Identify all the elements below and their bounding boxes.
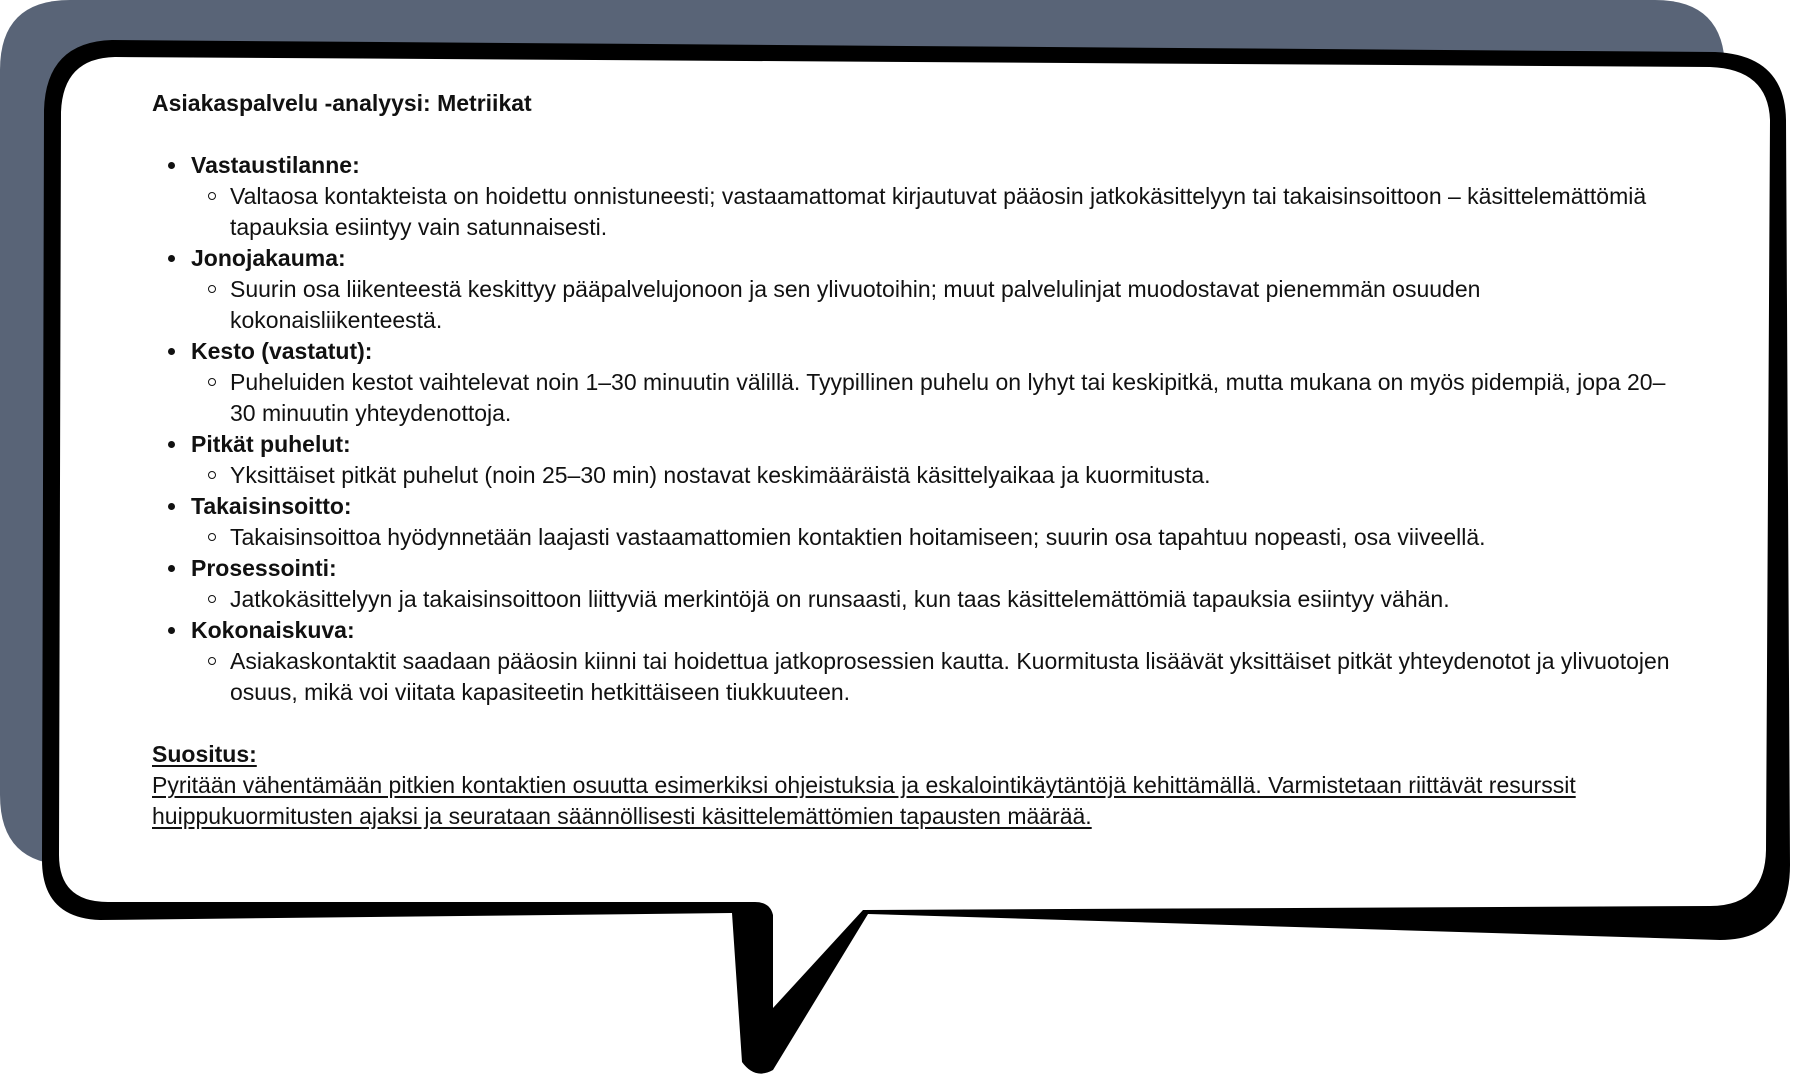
- analysis-document: [152, 88, 1670, 832]
- list-item: [152, 243, 1632, 336]
- list-item: [152, 615, 1670, 708]
- metric-detail: Puheluiden kestot vaihtelevat noin 1–30 minuutin välillä. Tyypillinen puhelu on lyhyt tai keskipitkä, mutta mukana on myös pidempiä, jopa 20–30 minuutin yhteydenottoja.: [191, 367, 1670, 429]
- metric-detail: Jatkokäsittelyyn ja takaisinsoittoon liittyviä merkintöjä on runsaasti, kun taas käsittelemättömiä tapauksia esiintyy vähän.: [191, 584, 1670, 615]
- metric-detail: Yksittäiset pitkät puhelut (noin 25–30 min) nostavat keskimääräistä käsittelyaikaa ja kuormitusta.: [191, 460, 1670, 491]
- list-item: [152, 336, 1666, 429]
- list-item: [152, 491, 1632, 553]
- recommendation-text: Pyritään vähentämään pitkien kontaktien osuutta esimerkiksi ohjeistuksia ja eskalointikäytäntöjä kehittämällä. Varmistetaan riittävät resurssit huippukuormitusten ajaksi ja seurataan säännöllisesti käsittelemättömien tapausten määrää.: [152, 772, 1576, 829]
- metric-detail: Valtaosa kontakteista on hoidettu onnistuneesti; vastaamattomat kirjautuvat pääosin jatkokäsittelyyn tai takaisinsoittoon – käsittelemättömiä tapauksia esiintyy vain satunnaisesti.: [191, 181, 1670, 243]
- document-title: Asiakaspalvelu -analyysi: Metriikat: [152, 90, 532, 116]
- metric-label: Prosessointi:: [191, 555, 337, 581]
- metric-label: Jonojakauma:: [191, 245, 346, 271]
- metrics-list: [152, 150, 1670, 708]
- metric-label: Kesto (vastatut):: [191, 338, 373, 364]
- metric-label: Kokonaiskuva:: [191, 617, 355, 643]
- sub-list: [191, 522, 1632, 553]
- list-item: [152, 150, 1647, 243]
- metric-detail: Asiakaskontaktit saadaan pääosin kiinni tai hoidettua jatkoprosessien kautta. Kuormitusta lisäävät yksittäiset pitkät yhteydenotot ja ylivuotojen osuus, mikä voi viitata kapasiteetin hetkittäiseen tiukkuuteen.: [191, 646, 1670, 708]
- sub-list: [191, 460, 1632, 491]
- recommendation-label: Suositus:: [152, 741, 257, 767]
- sub-list: [191, 646, 1670, 708]
- recommendation-section: [152, 739, 1632, 832]
- metric-label: Vastaustilanne:: [191, 152, 360, 178]
- sub-list: [191, 584, 1632, 615]
- metric-label: Pitkät puhelut:: [191, 431, 351, 457]
- sub-list: [191, 274, 1632, 336]
- list-item: [152, 553, 1632, 615]
- sub-list: [191, 367, 1666, 429]
- metric-detail: Suurin osa liikenteestä keskittyy pääpalvelujonoon ja sen ylivuotoihin; muut palvelulinjat muodostavat pienemmän osuuden kokonaisliikenteestä.: [191, 274, 1670, 336]
- metric-detail: Takaisinsoittoa hyödynnetään laajasti vastaamattomien kontaktien hoitamiseen; suurin osa tapahtuu nopeasti, osa viiveellä.: [191, 522, 1670, 553]
- sub-list: [191, 181, 1647, 243]
- metric-label: Takaisinsoitto:: [191, 493, 352, 519]
- list-item: [152, 429, 1632, 491]
